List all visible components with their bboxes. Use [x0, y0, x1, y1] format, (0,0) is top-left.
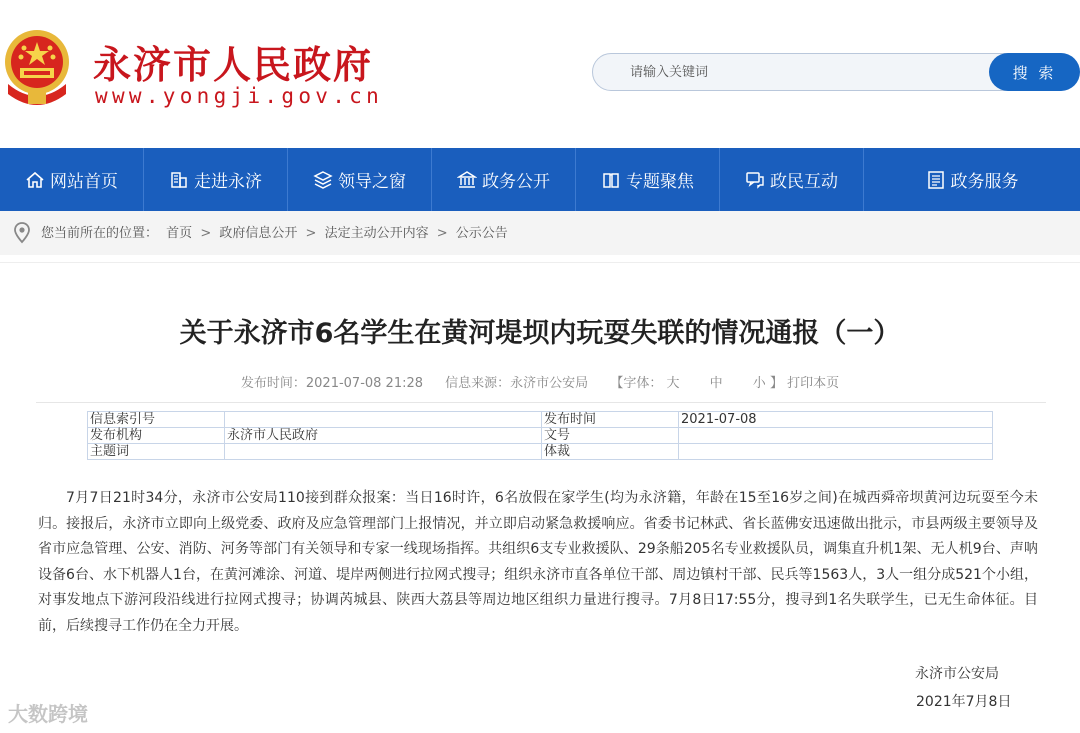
watermark: 大数跨境	[8, 702, 88, 726]
nav-item-about[interactable]	[144, 148, 288, 211]
doc-label: 文号	[542, 428, 679, 444]
breadcrumb-separator: >	[305, 226, 317, 241]
breadcrumb-separator: >	[436, 226, 448, 241]
index-label: 信息索引号	[88, 412, 225, 428]
breadcrumb-prefix: 您当前所在的位置：	[41, 226, 159, 241]
font-size-label: 【字体：	[610, 376, 663, 391]
font-size-close: 】	[769, 376, 783, 391]
breadcrumb-gov-info[interactable]: 政府信息公开	[219, 226, 298, 241]
index-value	[225, 412, 542, 428]
nav-item-leaders[interactable]	[288, 148, 432, 211]
font-small-link[interactable]: 小	[752, 376, 766, 391]
breadcrumb-statutory[interactable]: 法定主动公开内容	[324, 226, 429, 241]
home-icon	[25, 170, 45, 190]
type-label: 体裁	[542, 444, 679, 460]
org-label: 发布机构	[88, 428, 225, 444]
table-row	[88, 412, 993, 428]
breadcrumb-home[interactable]: 首页	[166, 226, 193, 241]
nav-item-services[interactable]	[864, 148, 1080, 211]
nav-item-label: 政民互动	[770, 172, 838, 192]
location-pin-icon	[13, 222, 31, 244]
national-emblem-logo[interactable]	[2, 28, 72, 112]
nav-item-label: 网站首页	[50, 172, 118, 192]
signature-date: 2021年7月8日	[916, 694, 1012, 710]
print-page-link[interactable]: 打印本页	[787, 376, 840, 391]
building-icon	[169, 170, 189, 190]
nav-item-label: 政务公开	[482, 172, 550, 192]
nav-item-interaction[interactable]	[720, 148, 864, 211]
list-icon	[926, 170, 946, 190]
publish-time: 发布时间：2021-07-08 21:28	[240, 376, 424, 391]
table-row	[88, 428, 993, 444]
signature-org: 永济市公安局	[915, 666, 999, 682]
nav-item-gov-affairs[interactable]	[432, 148, 576, 211]
site-title: 永济市人民政府	[93, 42, 374, 87]
info-source: 信息来源：永济市公安局	[445, 376, 589, 391]
breadcrumb-notices[interactable]: 公示公告	[455, 226, 508, 241]
book-icon	[601, 170, 621, 190]
institution-icon	[457, 170, 477, 190]
nav-item-label: 专题聚焦	[626, 172, 694, 192]
article-body: 7月7日21时34分，永济市公安局110接到群众报案：当日16时许，6名放假在家学生(均为永济籍，年龄在15至16岁之间)在城西舜帝坝黄河边玩耍至今未归。接报后，永济市立即向上级党委、政府及应急管理部门上报情况，并立即启动紧急救援响应。省委书记林武、省长蓝佛安迅速做出批示，市县两级主要领导及省市应急管理、公安、消防、河务等部门有关领导和专家一线现场指挥。共组织6支专业救援队、29条船205名专业救援队员，调集直升机1架、无人机9台、声呐设备6台、水下机器人1台，在黄河滩涂、河道、堤岸两侧进行拉网式搜寻；组织永济市直各单位干部、周边镇村干部、民兵等1563人，3人一组分成521个小组，对事发地点下游河段沿线进行拉网式搜寻；协调芮城县、陕西大荔县等周边地区组织力量进行搜寻。7月8日17:55分，搜寻到1名失联学生，已无生命体征。目前，后续搜寻工作仍在全力开展。	[38, 490, 1038, 634]
article-title: 关于永济市6名学生在黄河堤坝内玩耍失联的情况通报（一）	[179, 318, 901, 349]
org-value: 永济市人民政府	[225, 428, 542, 444]
nav-item-label: 领导之窗	[338, 172, 406, 192]
chat-icon	[745, 170, 765, 190]
search-button[interactable]: 搜 索	[989, 53, 1080, 91]
publish-label: 发布时间	[542, 412, 679, 428]
info-table	[87, 411, 993, 460]
table-row	[88, 444, 993, 460]
site-url: www.yongji.gov.cn	[95, 84, 384, 108]
article-meta	[0, 372, 1080, 391]
publish-value: 2021-07-08	[679, 412, 993, 428]
nav-item-label: 政务服务	[950, 172, 1019, 192]
nav-item-home[interactable]	[0, 148, 144, 211]
layers-icon	[313, 170, 333, 190]
divider	[36, 402, 1046, 403]
font-medium-link[interactable]: 中	[709, 376, 723, 391]
font-large-link[interactable]: 大	[666, 376, 680, 391]
subject-value	[225, 444, 542, 460]
search-input[interactable]	[598, 57, 978, 87]
breadcrumb	[41, 222, 512, 241]
nav-item-topics[interactable]	[576, 148, 720, 211]
nav-item-label: 走进永济	[194, 172, 262, 192]
doc-value	[679, 428, 993, 444]
type-value	[679, 444, 993, 460]
main-nav	[0, 148, 1080, 211]
breadcrumb-separator: >	[200, 226, 212, 241]
subject-label: 主题词	[88, 444, 225, 460]
